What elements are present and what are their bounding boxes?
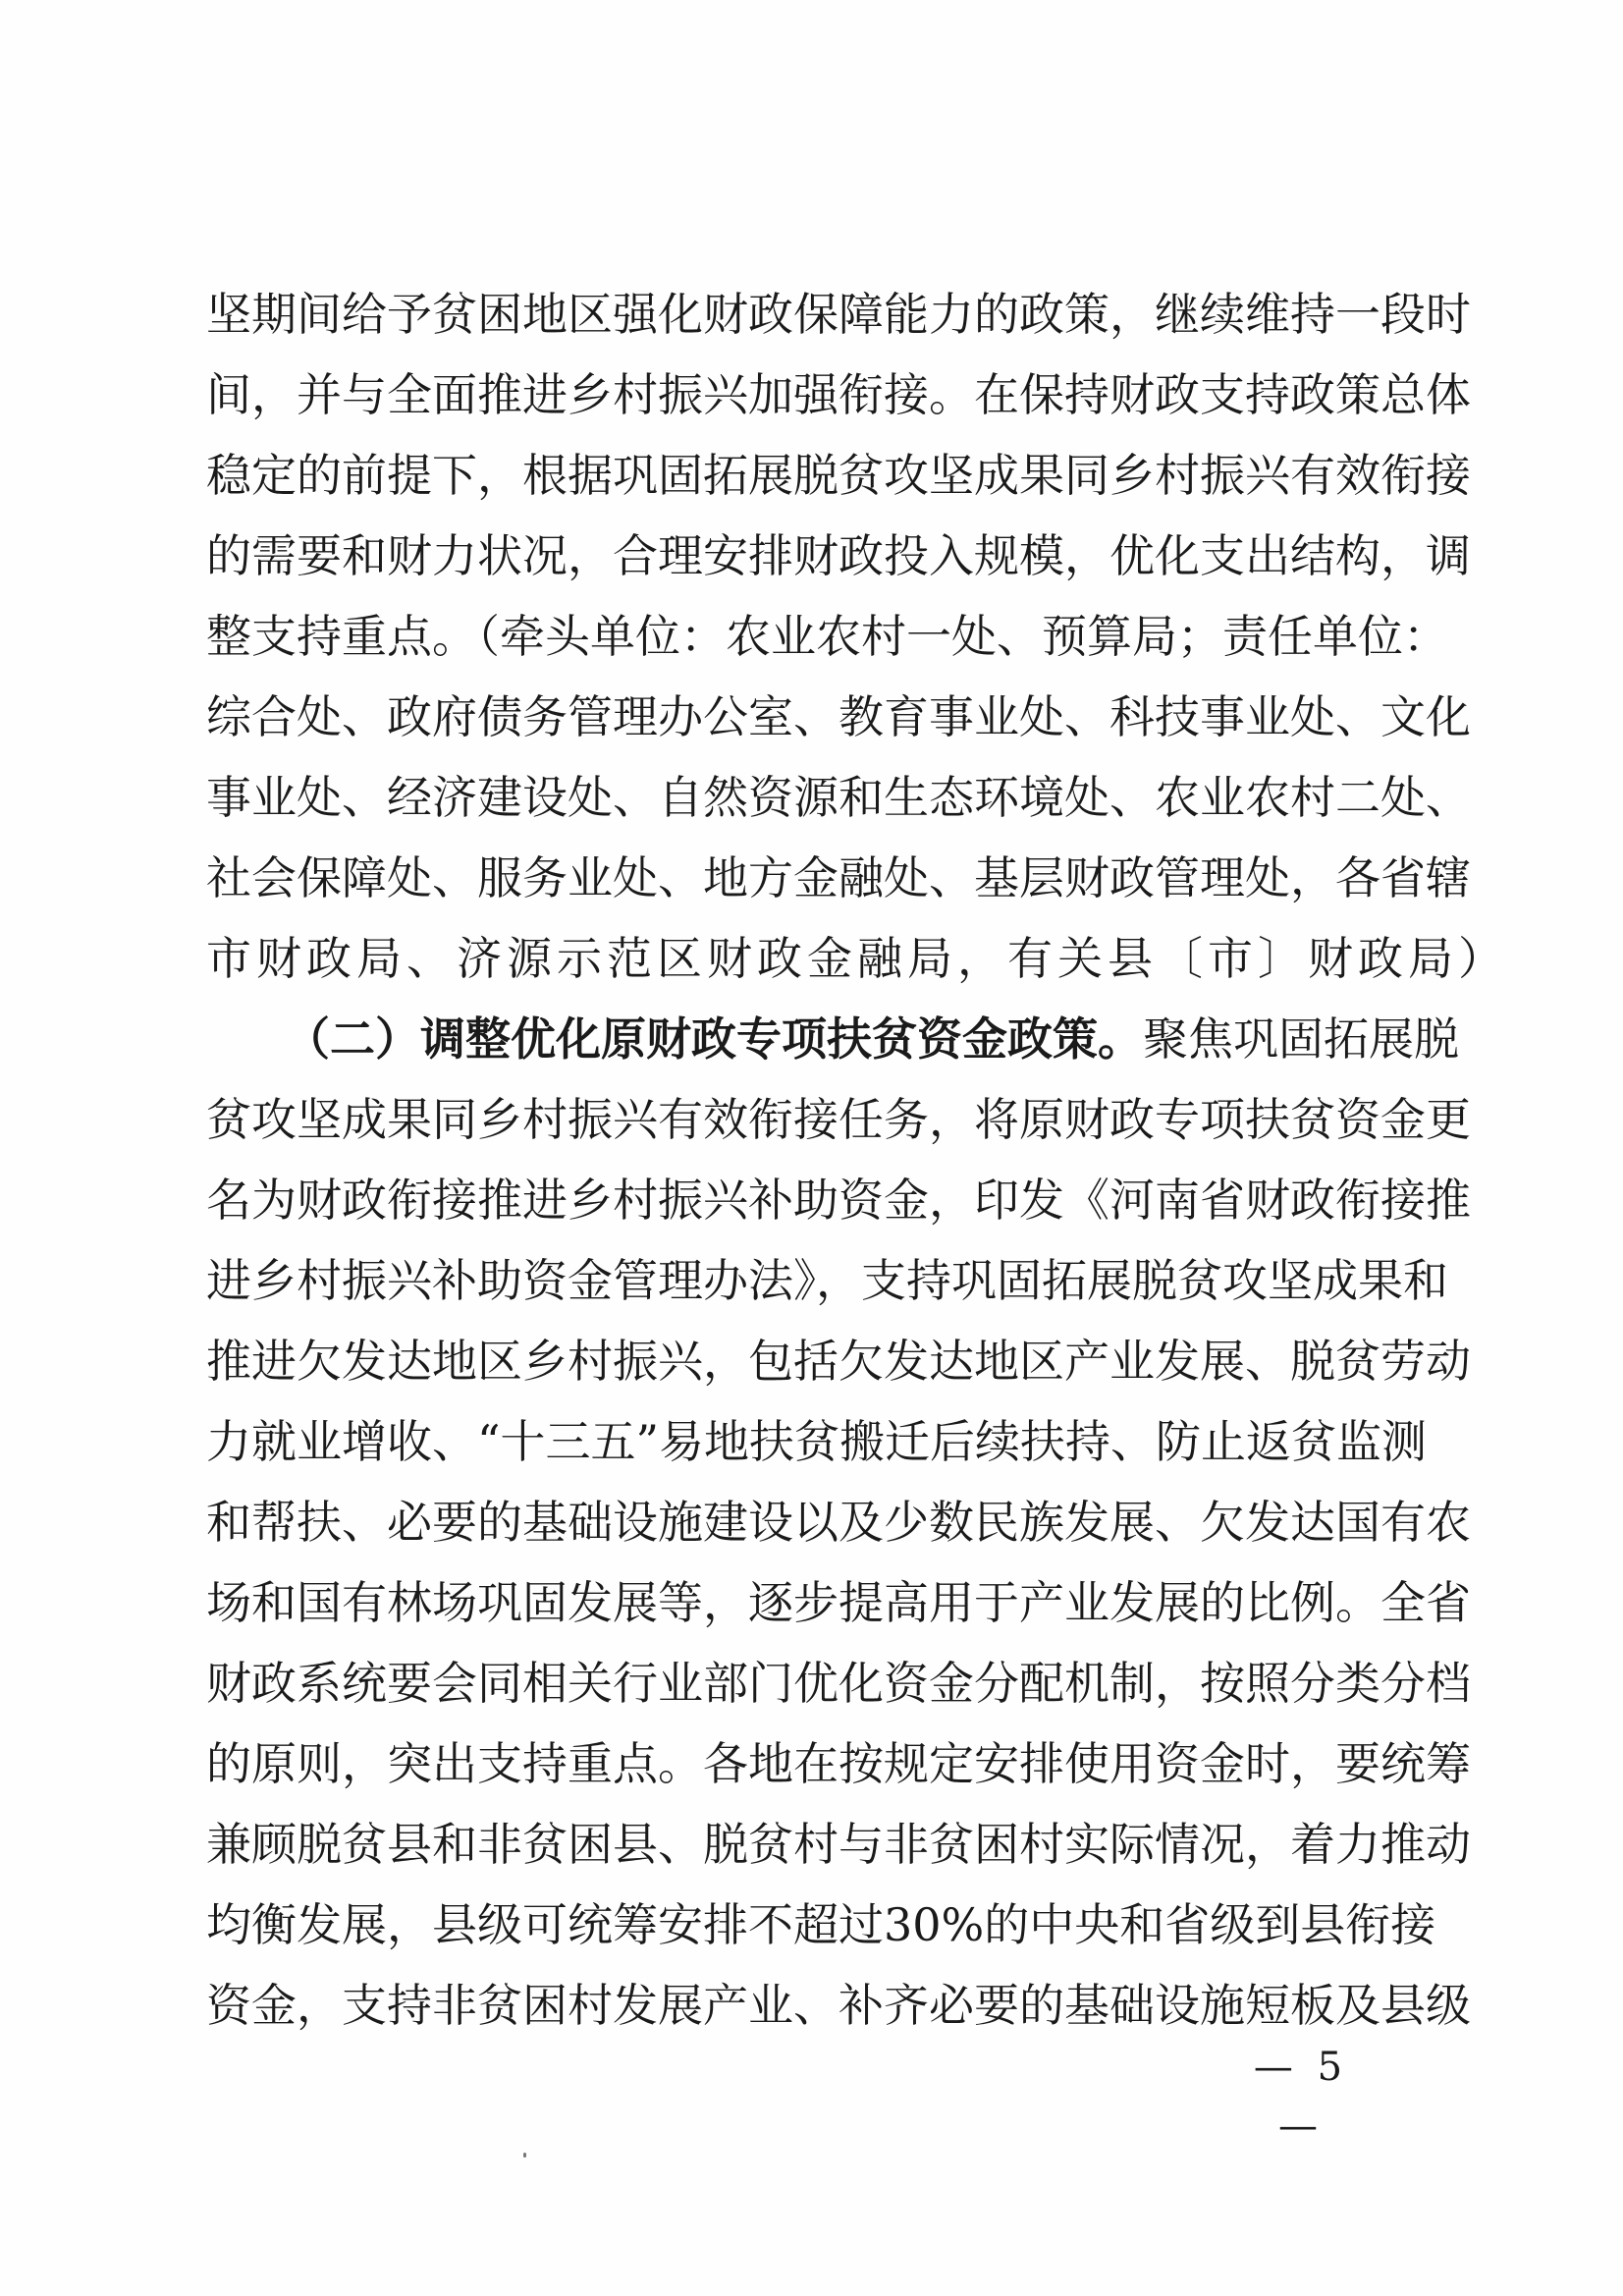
paragraph-2-line-10: 的原则，突出支持重点。各地在按规定安排使用资金时，要统筹 bbox=[206, 1737, 1471, 1790]
scan-speck bbox=[523, 2153, 526, 2158]
paragraph-2-line-6: 力就业增收、“十三五”易地扶贫搬迁后续扶持、防止返贫监测 bbox=[206, 1415, 1428, 1468]
page-number: — 5 — bbox=[1253, 2045, 1349, 2149]
paragraph-2-line-8: 场和国有林场巩固发展等，逐步提高用于产业发展的比例。全省 bbox=[206, 1576, 1471, 1629]
paragraph-1-line-8: 社会保障处、服务业处、地方金融处、基层财政管理处，各省辖 bbox=[206, 851, 1471, 904]
paragraph-2-line-11: 兼顾脱贫县和非贫困县、脱贫村与非贫困村实际情况，着力推动 bbox=[206, 1818, 1471, 1871]
section-heading: （二）调整优化原财政专项扶贫资金政策。 bbox=[285, 1012, 1143, 1066]
paragraph-2-line-2: 贫攻坚成果同乡村振兴有效衔接任务，将原财政专项扶贫资金更 bbox=[206, 1093, 1471, 1146]
paragraph-1-line-6: 综合处、政府债务管理办公室、教育事业处、科技事业处、文化 bbox=[206, 690, 1471, 743]
paragraph-2-line-12: 均衡发展，县级可统筹安排不超过30%的中央和省级到县衔接 bbox=[206, 1898, 1436, 1951]
paragraph-1-line-1: 坚期间给予贫困地区强化财政保障能力的政策，继续维持一段时 bbox=[206, 288, 1471, 341]
paragraph-2-line-4: 进乡村振兴补助资金管理办法》，支持巩固拓展脱贫攻坚成果和 bbox=[206, 1254, 1448, 1307]
paragraph-2-line-5: 推进欠发达地区乡村振兴，包括欠发达地区产业发展、脱贫劳动 bbox=[206, 1335, 1471, 1388]
paragraph-2-line-9: 财政系统要会同相关行业部门优化资金分配机制，按照分类分档 bbox=[206, 1657, 1471, 1710]
paragraph-2-line-1 bbox=[285, 1000, 1459, 1078]
paragraph-1-line-3: 稳定的前提下，根据巩固拓展脱贫攻坚成果同乡村振兴有效衔接 bbox=[206, 449, 1471, 502]
paragraph-2-line-13: 资金，支持非贫困村发展产业、补齐必要的基础设施短板及县级 bbox=[206, 1979, 1471, 2032]
paragraph-1-line-5: 整支持重点。（牵头单位：农业农村一处、预算局；责任单位： bbox=[206, 610, 1448, 663]
paragraph-1-line-2: 间，并与全面推进乡村振兴加强衔接。在保持财政支持政策总体 bbox=[206, 368, 1471, 421]
paragraph-2-line-1-rest: 聚焦巩固拓展脱 bbox=[1143, 1012, 1459, 1066]
paragraph-2-line-3: 名为财政衔接推进乡村振兴补助资金，印发《河南省财政衔接推 bbox=[206, 1174, 1471, 1227]
paragraph-1-line-9: 市财政局、济源示范区财政金融局，有关县〔市〕财政局） bbox=[206, 932, 1508, 985]
paragraph-1-line-7: 事业处、经济建设处、自然资源和生态环境处、农业农村二处、 bbox=[206, 771, 1471, 824]
paragraph-2-line-7: 和帮扶、必要的基础设施建设以及少数民族发展、欠发达国有农 bbox=[206, 1496, 1471, 1549]
paragraph-1-line-4: 的需要和财力状况，合理安排财政投入规模，优化支出结构，调 bbox=[206, 529, 1471, 582]
